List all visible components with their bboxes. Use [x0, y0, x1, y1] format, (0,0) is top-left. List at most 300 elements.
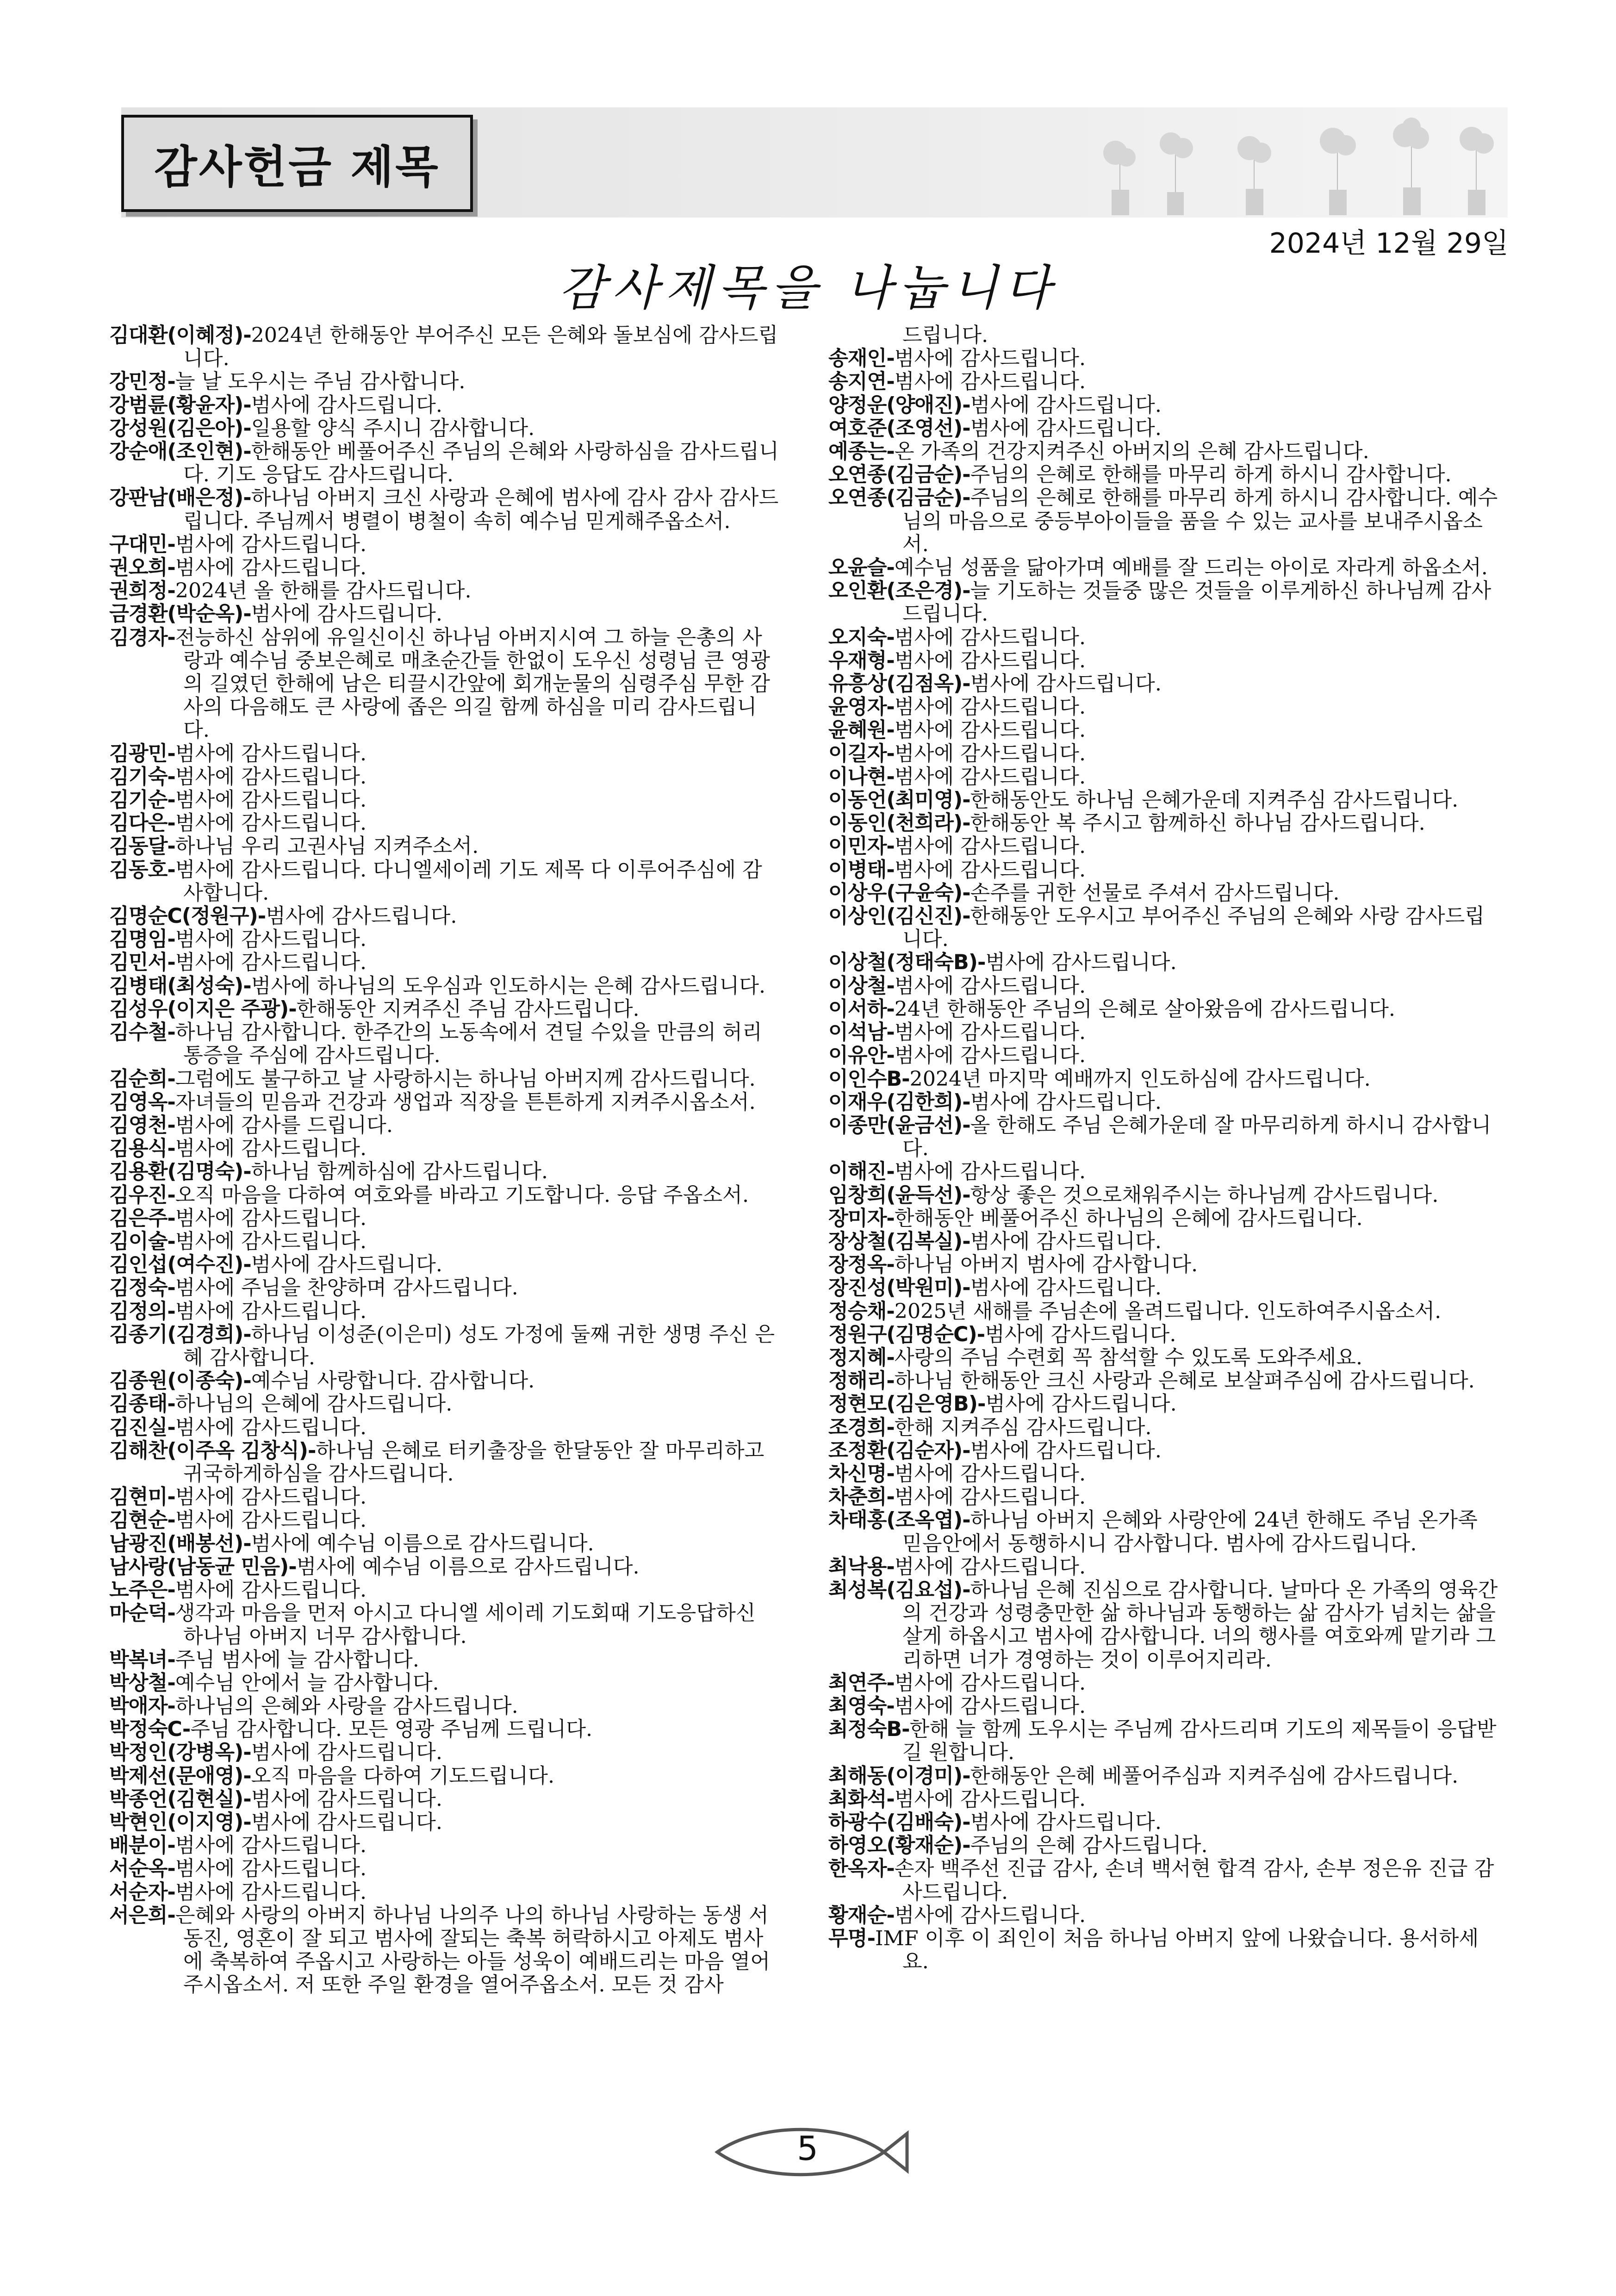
thanks-entry — [109, 1904, 780, 1997]
entry-name: 최화석- — [828, 1787, 895, 1811]
entry-text: 범사에 감사드립니다. — [175, 1880, 367, 1904]
entry-text: 범사에 감사드립니다. — [894, 1485, 1086, 1509]
entry-text: 주님의 은혜로 한해를 마무리 하게 하시니 감사합니다. 예수님의 마음으로 중등부아이들을 품을 수 있는 교사를 보내주시옵소서. — [902, 486, 1498, 556]
entry-name: 김영천- — [109, 1113, 175, 1137]
thanks-entry — [828, 905, 1499, 951]
entry-name: 김정의- — [109, 1299, 175, 1323]
entry-name: 강범륜(황윤자)- — [109, 393, 251, 417]
entry-name: 하영오(황재순)- — [828, 1834, 970, 1858]
thanks-entry — [109, 603, 780, 626]
thanks-entry — [109, 1718, 780, 1741]
entry-text: 범사에 감사드립니다. — [894, 1903, 1086, 1927]
entry-name: 김성우(이지은 주광)- — [109, 997, 297, 1021]
entry-name: 오인환(조은경)- — [828, 579, 970, 603]
entry-name: 유흥상(김점옥)- — [828, 672, 970, 696]
entry-name: 이동인(천희라)- — [828, 811, 970, 835]
entry-text: 범사에 감사드립니다. — [970, 1276, 1162, 1300]
left-column — [109, 324, 780, 1997]
thanks-entry — [109, 556, 780, 579]
thanks-entry — [828, 1857, 1499, 1904]
entry-text: 한해 지켜주심 감사드립니다. — [894, 1415, 1152, 1439]
entry-text: 손주를 귀한 선물로 주셔서 감사드립니다. — [970, 881, 1340, 905]
thanks-entry — [828, 1184, 1499, 1207]
entry-name: 최낙용- — [828, 1555, 895, 1579]
thanks-entry — [109, 1439, 780, 1486]
entry-text: 범사에 감사드립니다. — [985, 1392, 1177, 1416]
entry-text: 범사에 감사드립니다. — [251, 602, 442, 626]
thanks-entry — [109, 1881, 780, 1904]
thanks-entry — [828, 1462, 1499, 1486]
entry-name: 이상우(구윤숙)- — [828, 881, 970, 905]
thanks-entry — [109, 1579, 780, 1602]
entry-text: 오직 마음을 다하여 기도드립니다. — [251, 1764, 555, 1788]
entry-text: 주님의 은혜로 한해를 마무리 하게 하시니 감사합니다. — [970, 463, 1452, 487]
entry-text: 하나님 한해동안 크신 사랑과 은혜로 보살펴주심에 감사드립니다. — [894, 1369, 1475, 1393]
entry-text: 한해동안 도우시고 부어주신 주님의 은혜와 사랑 감사드립니다. — [902, 904, 1485, 952]
entry-text: 범사에 감사드립니다. — [970, 1090, 1162, 1114]
entry-text: 예수님 사랑합니다. 감사합니다. — [251, 1369, 535, 1393]
entry-text: 범사에 감사드립니다. — [970, 1229, 1162, 1253]
page-title: 감사헌금 제목 — [154, 141, 440, 193]
thanks-entry — [109, 1741, 780, 1764]
thanks-entry — [828, 1439, 1499, 1462]
thanks-entry — [828, 742, 1499, 765]
entry-text: 오직 마음을 다하여 여호와를 바라고 기도합니다. 응답 주옵소서. — [175, 1183, 749, 1207]
thanks-entry — [828, 1834, 1499, 1857]
entry-name: 강민정- — [109, 370, 175, 394]
entry-name: 장상철(김복실)- — [828, 1229, 970, 1253]
entry-text: 2025년 새해를 주님손에 올려드립니다. 인도하여주시옵소서. — [894, 1299, 1442, 1323]
entry-text: 범사에 감사드립니다. — [175, 1229, 367, 1253]
entry-text: 2024년 올 한해를 감사드립니다. — [175, 579, 472, 603]
entry-name: 이병태- — [828, 858, 895, 882]
entry-name: 김병태(최성숙)- — [109, 974, 251, 998]
entry-name: 김해찬(이주옥 김창식)- — [109, 1438, 316, 1462]
thanks-entry — [109, 1509, 780, 1532]
entry-text: 일용할 양식 주시니 감사합니다. — [251, 416, 535, 440]
entry-name: 노주은- — [109, 1578, 175, 1602]
entry-name: 김명순C(정원구)- — [109, 904, 266, 928]
thanks-entry — [109, 1091, 780, 1114]
entry-name: 장미자- — [828, 1206, 895, 1230]
entry-text: 온 가족의 건강지켜주신 아버지의 은혜 감사드립니다. — [894, 440, 1369, 464]
thanks-entry — [828, 975, 1499, 998]
entry-name: 이상인(김신진)- — [828, 904, 970, 928]
entry-text: 범사에 감사를 드립니다. — [175, 1113, 393, 1137]
entry-name: 이재우(김한희)- — [828, 1090, 970, 1114]
entry-text: 범사에 감사드립니다. — [894, 1671, 1086, 1695]
thanks-entry — [828, 812, 1499, 835]
thanks-entry — [828, 1509, 1499, 1555]
thanks-entry — [828, 417, 1499, 440]
subtitle: 감사제목을 나눕니다 — [559, 260, 1057, 316]
entry-text: 한해동안 복 주시고 함께하신 하나님 감사드립니다. — [970, 811, 1425, 835]
thanks-entry — [109, 928, 780, 951]
entry-text: 범사에 감사드립니다. — [894, 834, 1086, 859]
thanks-entry — [828, 1021, 1499, 1044]
entry-name: 김정숙- — [109, 1276, 175, 1300]
thanks-entry — [109, 1369, 780, 1393]
entry-text: 하나님 이성준(이은미) 성도 가정에 둘째 귀한 생명 주신 은혜 감사합니다. — [183, 1322, 775, 1369]
entry-name: 송재인- — [828, 347, 895, 371]
entry-text: 범사에 감사드립니다. — [175, 951, 367, 975]
thanks-entry — [109, 1416, 780, 1439]
entry-name: 김진실- — [109, 1415, 175, 1439]
flower-vases-decoration — [1078, 111, 1508, 218]
thanks-entry — [828, 1486, 1499, 1509]
entry-text: 범사에 감사드립니다. — [894, 718, 1086, 742]
entry-text: 범사에 감사드립니다. — [985, 1322, 1176, 1346]
entry-text: 한해동안 베풀어주신 하나님의 은혜에 감사드립니다. — [894, 1206, 1363, 1230]
entry-name: 김동호- — [109, 858, 175, 882]
thanks-entry — [828, 1323, 1499, 1346]
thanks-entry — [109, 1532, 780, 1556]
entry-name: 김은주- — [109, 1206, 175, 1230]
thanks-entry — [109, 1021, 780, 1067]
thanks-entry — [828, 1346, 1499, 1369]
entry-text: 범사에 감사드립니다. — [894, 347, 1086, 371]
entry-text: 범사에 감사드립니다. — [894, 625, 1086, 649]
entry-text: 범사에 감사드립니다. — [251, 1787, 442, 1811]
entry-text: 범사에 감사드립니다. — [175, 1508, 367, 1532]
thanks-entry — [828, 347, 1499, 370]
thanks-entry — [828, 1114, 1499, 1160]
thanks-entry — [109, 859, 780, 905]
thanks-entry — [109, 324, 780, 370]
entry-text: 범사에 감사드립니다. — [175, 556, 367, 580]
thanks-entry — [109, 835, 780, 858]
entry-name: 서순옥- — [109, 1857, 175, 1881]
thanks-entry — [828, 1811, 1499, 1834]
thanks-entry — [828, 1904, 1499, 1927]
entry-name: 이나현- — [828, 765, 895, 789]
entry-name: 이종만(윤금선)- — [828, 1113, 970, 1137]
entry-name: 박종언(김현실)- — [109, 1787, 251, 1811]
thanks-entry — [828, 1300, 1499, 1323]
entry-text: 예수님 안에서 늘 감사합니다. — [175, 1671, 439, 1695]
entry-name: 권희정- — [109, 579, 175, 603]
entry-text: 범사에 감사드립니다. — [175, 1415, 367, 1439]
thanks-entry — [109, 1788, 780, 1811]
entry-name: 김기순- — [109, 788, 175, 812]
entry-name: 정원구(김명순C)- — [828, 1322, 985, 1346]
entry-text: 범사에 감사드립니다. — [985, 951, 1177, 975]
entry-text: 범사에 감사드립니다. — [894, 974, 1086, 998]
thanks-entry — [109, 1300, 780, 1323]
entry-name: 최연주- — [828, 1671, 895, 1695]
entry-name: 박복녀- — [109, 1648, 175, 1672]
entry-name: 이길자- — [828, 741, 895, 765]
entry-name: 김인섭(여수진)- — [109, 1253, 251, 1277]
thanks-entry — [828, 882, 1499, 905]
entry-text: 범사에 감사드립니다. — [175, 765, 367, 789]
entry-text: 범사에 감사드립니다. — [894, 858, 1086, 882]
thanks-entry — [109, 1253, 780, 1276]
entry-name: 금경환(박순옥)- — [109, 602, 251, 626]
thanks-entry — [109, 998, 780, 1021]
entry-name: 김이술- — [109, 1229, 175, 1253]
entry-name: 예종는- — [828, 440, 895, 464]
entry-name: 김현미- — [109, 1485, 175, 1509]
entry-text: 하나님 아버지 범사에 감사합니다. — [894, 1253, 1198, 1277]
thanks-entry — [828, 1230, 1499, 1253]
entry-text: 24년 한해동안 주님의 은혜로 살아왔음에 감사드립니다. — [894, 997, 1396, 1021]
entry-name: 최해동(이경미)- — [828, 1764, 970, 1788]
entry-name: 배분이- — [109, 1834, 175, 1858]
thanks-entry — [828, 1416, 1499, 1439]
entry-name: 최성복(김요섭)- — [828, 1578, 970, 1602]
entry-name: 윤영자- — [828, 695, 895, 719]
entry-name: 오지숙- — [828, 625, 895, 649]
thanks-entry — [109, 1556, 780, 1579]
thanks-entry — [828, 394, 1499, 417]
entry-text: 범사에 감사드립니다. — [175, 741, 367, 765]
entry-text: 범사에 감사드립니다. — [970, 393, 1162, 417]
entry-name: 마순덕- — [109, 1601, 175, 1625]
thanks-entry — [109, 1695, 780, 1718]
entry-name: 정지혜- — [828, 1345, 895, 1369]
thanks-entry — [828, 1276, 1499, 1300]
thanks-entry — [109, 1160, 780, 1183]
thanks-entry — [828, 1695, 1499, 1718]
entry-text: 주님 감사합니다. 모든 영광 주님께 드립니다. — [190, 1717, 593, 1742]
entry-text: 범사에 감사드립니다. — [894, 370, 1086, 394]
thanks-entry — [109, 1393, 780, 1416]
entry-text: 범사에 감사드립니다. — [175, 1137, 367, 1161]
entry-name: 이석남- — [828, 1020, 895, 1045]
thanks-entry — [109, 1137, 780, 1160]
entry-name: 오연종(김금순)- — [828, 486, 970, 510]
thanks-entry — [109, 951, 780, 974]
entry-text: 범사에 주님을 찬양하며 감사드립니다. — [175, 1276, 518, 1300]
entry-text: 하나님 은혜로 터키출장을 한달동안 잘 마무리하고 귀국하게하심을 감사드립니다. — [183, 1438, 764, 1486]
entry-name: 이해진- — [828, 1160, 895, 1184]
entry-text: 사랑의 주님 수련회 꼭 참석할 수 있도록 도와주세요. — [894, 1345, 1363, 1369]
entry-name: 오연종(김금순)- — [828, 463, 970, 487]
thanks-entry — [828, 719, 1499, 742]
entry-name: 김종기(김경희)- — [109, 1322, 251, 1346]
thanks-entry — [109, 1207, 780, 1230]
entry-text: 범사에 감사드립니다. — [175, 927, 367, 952]
entry-name: 조경희- — [828, 1415, 895, 1439]
entry-name: 김동달- — [109, 834, 175, 859]
thanks-entry — [109, 579, 780, 603]
entry-name: 하광수(김배숙)- — [828, 1811, 970, 1834]
thanks-entry — [109, 486, 780, 533]
entry-name: 이상철- — [828, 974, 895, 998]
entry-text: 은혜와 사랑의 아버지 하나님 나의주 나의 하나님 사랑하는 동생 서동진, 영혼이 잘 되고 범사에 잘되는 축복 허락하시고 아제도 범사에 축복하여 주옵시고 사랑하는 아들 성욱이 예배드리는 마음 열어주시옵소서. 저 또한 주일 환경을 열어주옵소서. 모든 것 감사 — [175, 1903, 770, 1997]
entry-name: 권오희- — [109, 556, 175, 580]
entry-text: 범사에 감사드립니다. — [251, 1811, 442, 1834]
entry-name: 김우진- — [109, 1183, 175, 1207]
thanks-entry — [828, 859, 1499, 882]
entry-text: 범사에 감사드립니다. — [970, 672, 1162, 696]
entry-text: 범사에 감사드립니다. — [894, 1160, 1086, 1184]
thanks-entry — [109, 975, 780, 998]
thanks-entry — [828, 951, 1499, 974]
thanks-entry — [828, 1672, 1499, 1695]
entry-text: 늘 날 도우시는 주님 감사합니다. — [175, 370, 466, 394]
thanks-entry — [109, 440, 780, 486]
entry-text: 범사에 감사드립니다. — [175, 1857, 367, 1881]
entry-name: 김용환(김명숙)- — [109, 1160, 251, 1184]
entry-name: 남사랑(남동균 민음)- — [109, 1555, 297, 1579]
entry-text: 한해동안 은혜 베풀어주심과 지켜주심에 감사드립니다. — [970, 1764, 1459, 1788]
thanks-entry — [828, 1160, 1499, 1183]
entry-text: 범사에 감사드립니다. — [894, 1694, 1086, 1718]
entry-name: 정해리- — [828, 1369, 895, 1393]
entry-name: 정현모(김은영B)- — [828, 1392, 986, 1416]
entry-name: 김다은- — [109, 811, 175, 835]
thanks-entry — [109, 370, 780, 393]
thanks-entry — [828, 1393, 1499, 1416]
entry-name: 김영옥- — [109, 1090, 175, 1114]
thanks-entry — [828, 486, 1499, 556]
entry-text: 하나님 우리 고권사님 지켜주소서. — [175, 834, 479, 859]
entry-text: 범사에 감사드립니다. — [894, 1044, 1086, 1068]
thanks-entry — [109, 1114, 780, 1137]
entry-name: 박현인(이지영)- — [109, 1811, 251, 1834]
entry-text: 생각과 마음을 먼저 아시고 다니엘 세이레 기도회때 기도응답하신 하나님 아버지 너무 감사합니다. — [175, 1601, 756, 1649]
thanks-entry — [109, 1672, 780, 1695]
entry-name: 강순애(조인현)- — [109, 440, 251, 464]
thanks-entry — [109, 394, 780, 417]
entry-text: 범사에 감사드립니다. — [970, 1438, 1162, 1462]
thanks-entry — [109, 1649, 780, 1672]
thanks-entry — [109, 626, 780, 742]
entry-name: 양정운(양애진)- — [828, 393, 970, 417]
entry-name: 이동언(최미영)- — [828, 788, 970, 812]
thanks-entry — [109, 1765, 780, 1788]
entry-name: 장진성(박원미)- — [828, 1276, 970, 1300]
entry-text: 하나님 아버지 은혜와 사랑안에 24년 한해도 주님 온가족 믿음안에서 동행하시니 감사합니다. 범사에 감사드립니다. — [902, 1508, 1478, 1556]
thanks-entry — [109, 1486, 780, 1509]
entry-text: 하나님 감사합니다. 한주간의 노동속에서 견딜 수있을 만큼의 허리 통증을 주심에 감사드립니다. — [175, 1020, 762, 1068]
entry-name: 정승채- — [828, 1299, 895, 1323]
entry-name: 무명- — [828, 1927, 875, 1951]
entry-text: 범사에 감사드립니다. — [175, 1485, 367, 1509]
entry-name: 임창희(윤득선)- — [828, 1183, 970, 1207]
entry-name: 남광진(배봉선)- — [109, 1531, 251, 1556]
entry-text: 주님 범사에 늘 감사합니다. — [175, 1648, 419, 1672]
entry-text: 한해동안도 하나님 은혜가운데 지켜주심 감사드립니다. — [970, 788, 1459, 812]
thanks-entry — [109, 417, 780, 440]
entry-text: 범사에 하나님의 도우심과 인도하시는 은혜 감사드립니다. — [251, 974, 766, 998]
thanks-entry — [828, 1556, 1499, 1579]
entry-name: 김경자- — [109, 625, 175, 649]
entry-text: 범사에 감사드립니다. — [970, 1811, 1162, 1834]
thanks-entry — [109, 765, 780, 789]
entry-text: 범사에 감사드립니다. — [175, 1206, 367, 1230]
thanks-entry — [109, 1857, 780, 1880]
thanks-entry — [109, 742, 780, 765]
entry-text: 항상 좋은 것으로채워주시는 하나님께 감사드립니다. — [970, 1183, 1439, 1207]
thanks-entry — [828, 370, 1499, 393]
entry-text: 범사에 예수님 이름으로 감사드립니다. — [251, 1531, 594, 1556]
entry-name: 김종원(이종숙)- — [109, 1369, 251, 1393]
thanks-entry — [828, 998, 1499, 1021]
thanks-entry — [109, 812, 780, 835]
entry-name: 김순희- — [109, 1067, 175, 1091]
thanks-entry — [828, 626, 1499, 649]
entry-text: 범사에 감사드립니다. 다니엘세이레 기도 제목 다 이루어주심에 감사합니다. — [175, 858, 762, 905]
entry-text: 범사에 감사드립니다. — [894, 648, 1086, 672]
entry-text: 범사에 감사드립니다. — [970, 416, 1162, 440]
entry-name: 최정숙B- — [828, 1717, 910, 1742]
thanks-entry — [109, 1323, 780, 1369]
entry-name: 최영숙- — [828, 1694, 895, 1718]
entry-text: 한해동안 지켜주신 주님 감사드립니다. — [296, 997, 640, 1021]
entry-name: 장정옥- — [828, 1253, 895, 1277]
entry-name: 김명임- — [109, 927, 175, 952]
entry-text: 2024년 한해동안 부어주신 모든 은혜와 돌보심에 감사드립니다. — [183, 324, 778, 371]
page-number: 5 — [797, 2129, 818, 2168]
entry-name: 조정환(김순자)- — [828, 1438, 970, 1462]
entry-name: 이상철(정태숙B)- — [828, 951, 986, 975]
entry-text: 늘 기도하는 것들중 많은 것들을 이루게하신 하나님께 감사드립니다. — [902, 579, 1492, 626]
thanks-entry — [109, 1602, 780, 1648]
thanks-entry — [109, 1068, 780, 1091]
thanks-entry — [828, 835, 1499, 858]
thanks-entry — [828, 1765, 1499, 1788]
thanks-entry — [828, 1253, 1499, 1276]
entry-text: 주님의 은혜 감사드립니다. — [970, 1834, 1208, 1858]
thanks-entry — [828, 1579, 1499, 1672]
entry-text: 범사에 감사드립니다. — [266, 904, 457, 928]
entry-name: 윤혜원- — [828, 718, 895, 742]
entry-name: 김현순- — [109, 1508, 175, 1532]
entry-text: 예수님 성품을 닮아가며 예배를 잘 드리는 아이로 자라게 하옵소서. — [894, 556, 1488, 580]
thanks-entry — [109, 905, 780, 928]
entry-text: 자녀들의 믿음과 건강과 생업과 직장을 튼튼하게 지켜주시옵소서. — [175, 1090, 756, 1114]
entry-text: 범사에 감사드립니다. — [175, 811, 367, 835]
entry-name: 차춘희- — [828, 1485, 895, 1509]
entry-text: 범사에 감사드립니다. — [175, 1299, 367, 1323]
thanks-entry — [109, 1276, 780, 1300]
entry-text: 하나님의 은혜에 감사드립니다. — [175, 1392, 453, 1416]
entry-text: 범사에 감사드립니다. — [175, 1834, 367, 1858]
entry-name: 여호준(조영선)- — [828, 416, 970, 440]
entry-name: 서은희- — [109, 1903, 175, 1927]
entry-text: 범사에 감사드립니다. — [894, 695, 1086, 719]
entry-text: 범사에 감사드립니다. — [894, 1555, 1086, 1579]
entry-name: 구대민- — [109, 532, 175, 556]
entry-text: 범사에 감사드립니다. — [175, 788, 367, 812]
thanks-entry — [828, 1369, 1499, 1393]
entry-name: 송지연- — [828, 370, 895, 394]
entry-text: 하나님 은혜 진심으로 감사합니다. 날마다 온 가족의 영육간의 건강과 성령충만한 삶 하나님과 동행하는 삶 감사가 넘치는 삶을 살게 하옵시고 범사에 감사합니다. 너의 행사를 여호와께 맡기라 그리하면 너가 경영하는 것이 이루어지리라. — [902, 1578, 1498, 1672]
entry-name: 박상철- — [109, 1671, 175, 1695]
entry-name: 김기숙- — [109, 765, 175, 789]
entry-name: 박제선(문애영)- — [109, 1764, 251, 1788]
entry-name: 이인수B- — [828, 1067, 910, 1091]
entry-name: 강판남(배은정)- — [109, 486, 251, 510]
right-column — [828, 324, 1499, 1973]
entry-text: 범사에 감사드립니다. — [894, 1462, 1086, 1486]
page-title-box — [121, 115, 473, 212]
continuation-text: 드립니다. — [902, 324, 988, 347]
entry-name: 차태홍(조옥엽)- — [828, 1508, 970, 1532]
entry-text: 범사에 감사드립니다. — [175, 1578, 367, 1602]
thanks-entry — [828, 1927, 1499, 1973]
entry-name: 김종태- — [109, 1392, 175, 1416]
thanks-entry — [828, 1718, 1499, 1764]
entry-text: 범사에 감사드립니다. — [894, 1787, 1086, 1811]
entry-text: 올 한해도 주님 은혜가운데 잘 마무리하게 하시니 감사합니다. — [902, 1113, 1492, 1161]
thanks-entry — [828, 789, 1499, 812]
thanks-entry — [828, 649, 1499, 672]
entry-text: 하나님 아버지 크신 사랑과 은혜에 범사에 감사 감사 감사드립니다. 주님께서 병렬이 병철이 속히 예수님 믿게해주옵소서. — [183, 486, 779, 533]
